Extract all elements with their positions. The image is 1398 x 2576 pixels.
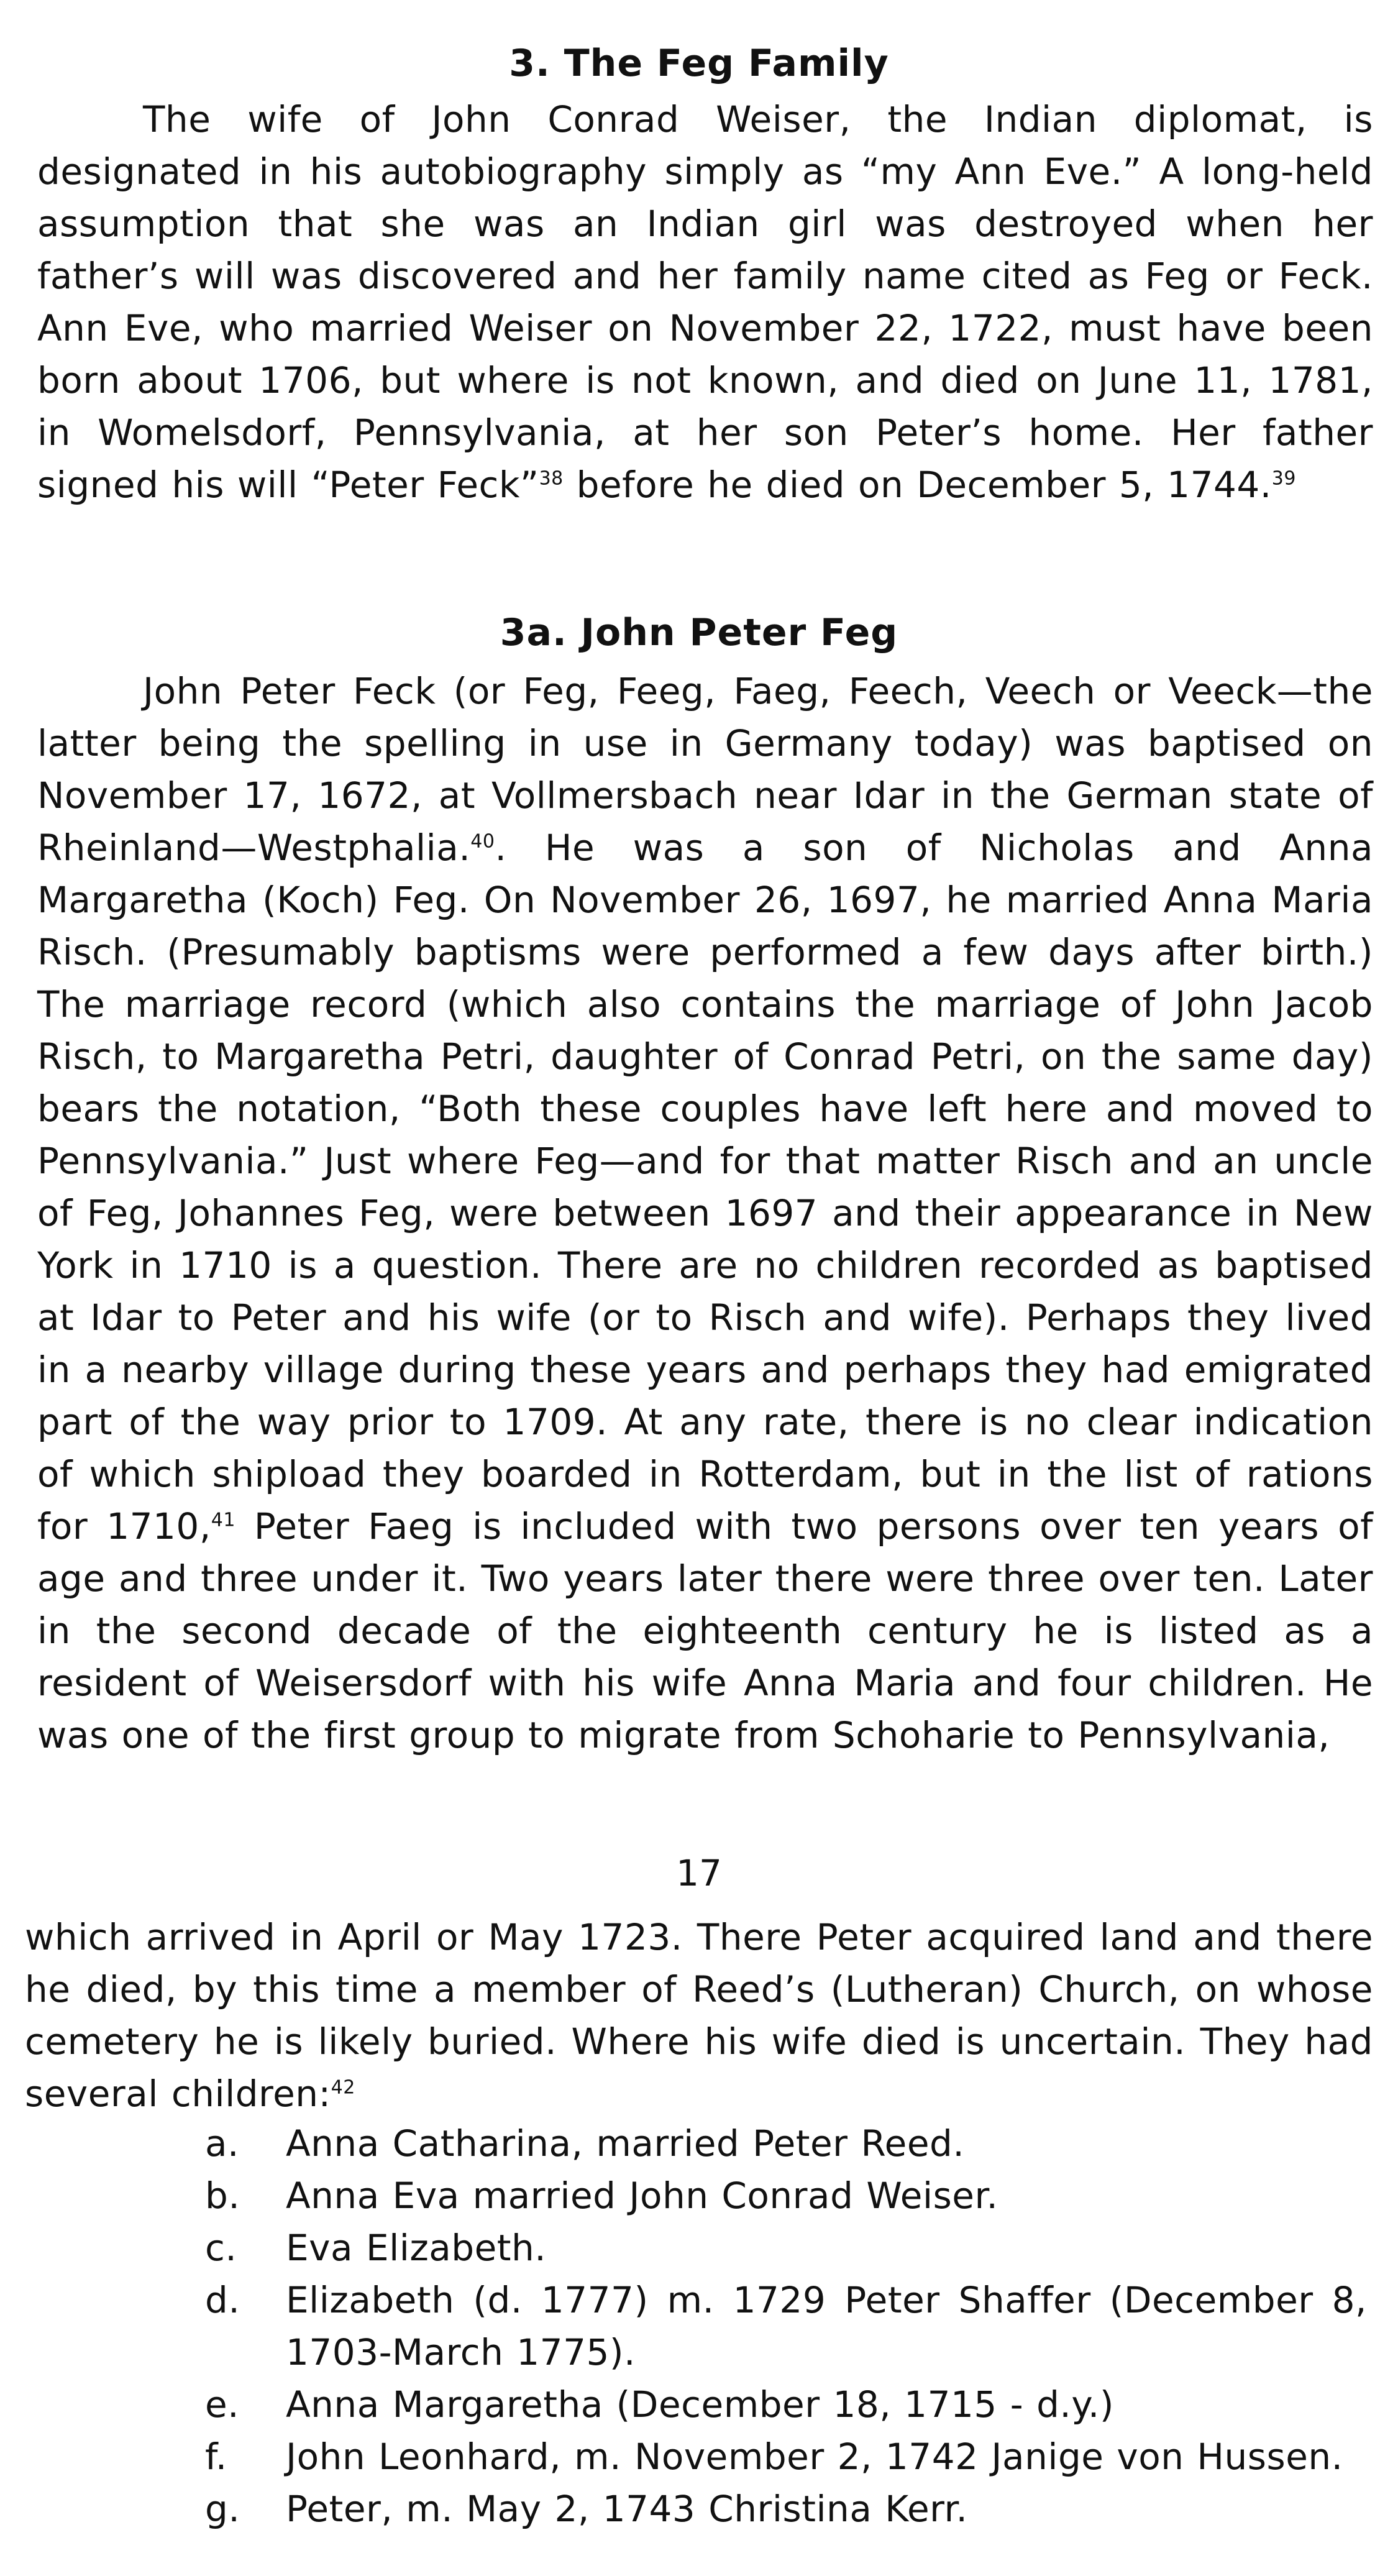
list-item — [205, 2378, 1367, 2431]
list-item-letter: g. — [205, 2488, 240, 2530]
section-heading-feg-family: 3. The Feg Family — [509, 42, 889, 85]
footnote-ref-39: 39 — [1271, 467, 1296, 490]
list-item-text: Anna Catharina, married Peter Reed. — [286, 2122, 965, 2165]
paragraph-text: . He was a son of Nicholas and Anna Margaretha (Koch) Feg. On November 26, 1697, he married Anna Maria Risch. (Presumably baptisms were performed a few days after birth.) The marriage record (which also contains the marriage of John Jacob Risch, to Margaretha Petri, daughter of Conrad Petri, on the same day) bears the notation, “Both these couples have left here and moved to Pennsylvania.” Just where Feg—and for that matter Risch and an uncle of Feg, Johannes Feg, were between 1697 and their appearance in New York in 1710 is a question. There are no children recorded as baptised at Idar to Peter and his wife (or to Risch and wife). Perhaps they lived in a nearby village during these years and perhaps they had emigrated part of the way prior to 1709. At any rate, there is no clear indication of which shipload they boarded in Rotterdam, but in the list of rations for 1710, — [37, 827, 1373, 1547]
footnote-ref-38: 38 — [539, 467, 564, 490]
paragraph-john-peter-feck — [37, 665, 1373, 1761]
list-item-letter: a. — [205, 2122, 239, 2165]
paragraph-text: before he died on December 5, 1744. — [563, 464, 1272, 506]
list-item — [205, 2431, 1367, 2483]
list-item-text: Eva Elizabeth. — [286, 2227, 547, 2269]
list-item — [205, 2222, 1367, 2274]
footnote-ref-41: 41 — [211, 1509, 235, 1531]
list-item — [205, 2274, 1367, 2378]
children-list — [205, 2117, 1367, 2535]
list-item — [205, 2170, 1367, 2222]
paragraph-text: Peter Faeg is included with two persons over ten years of age and three under it. Two years later there were three over ten. Later in the second decade of the eighteenth century he is listed as a resident of Weisersdorf with his wife Anna Maria and four children. He was one of the first group to migrate from Schoharie to Pennsylvania, — [37, 1505, 1374, 1756]
paragraph-text: which arrived in April or May 1723. There Peter acquired land and there he died, by this time a member of Reed’s (Lutheran) Church, on whose cemetery he is likely buried. Where his wife died is uncertain. They had several children: — [25, 1916, 1373, 2115]
footnote-ref-42: 42 — [331, 2076, 355, 2099]
list-item-text: John Leonhard, m. November 2, 1742 Janige von Hussen. — [286, 2436, 1343, 2478]
paragraph-text: The wife of John Conrad Weiser, the Indian diplomat, is designated in his autobiography simply as “my Ann Eve.” A long-held assumption that she was an Indian girl was destroyed when her father’s will was discovered and her family name cited as Feg or Feck. Ann Eve, who married Weiser on November 22, 1722, must have been born about 1706, but where is not known, and died on June 11, 1781, in Womelsdorf, Pennsylvania, at her son Peter’s home. Her father signed his will “Peter Feck” — [37, 98, 1373, 506]
list-item — [205, 2117, 1367, 2170]
list-item-letter: e. — [205, 2383, 240, 2426]
list-item-text: Peter, m. May 2, 1743 Christina Kerr. — [286, 2488, 968, 2530]
list-item-text: Anna Margaretha (December 18, 1715 - d.y.) — [286, 2383, 1114, 2426]
page-number: 17 — [676, 1852, 722, 1894]
list-item-letter: c. — [205, 2227, 237, 2269]
paragraph-continuation — [25, 1911, 1373, 2120]
list-item — [205, 2483, 1367, 2535]
list-item-letter: f. — [205, 2436, 227, 2478]
list-item-letter: b. — [205, 2175, 240, 2217]
list-item-text: Elizabeth (d. 1777) m. 1729 Peter Shaffer (December 8, 1703-March 1775). — [286, 2279, 1367, 2373]
footnote-ref-40: 40 — [470, 830, 495, 853]
section-heading-john-peter-feg: 3a. John Peter Feg — [500, 611, 898, 654]
paragraph-text: John Peter Feck (or Feg, Feeg, Faeg, Feech, Veech or Veeck—the latter being the spelling in use in Germany today) was baptised on November 17, 1672, at Vollmersbach near Idar in the German state of Rheinland—Westphalia. — [37, 670, 1373, 869]
list-item-text: Anna Eva married John Conrad Weiser. — [286, 2175, 998, 2217]
list-item-letter: d. — [205, 2279, 240, 2321]
paragraph-ann-eve — [37, 93, 1373, 511]
